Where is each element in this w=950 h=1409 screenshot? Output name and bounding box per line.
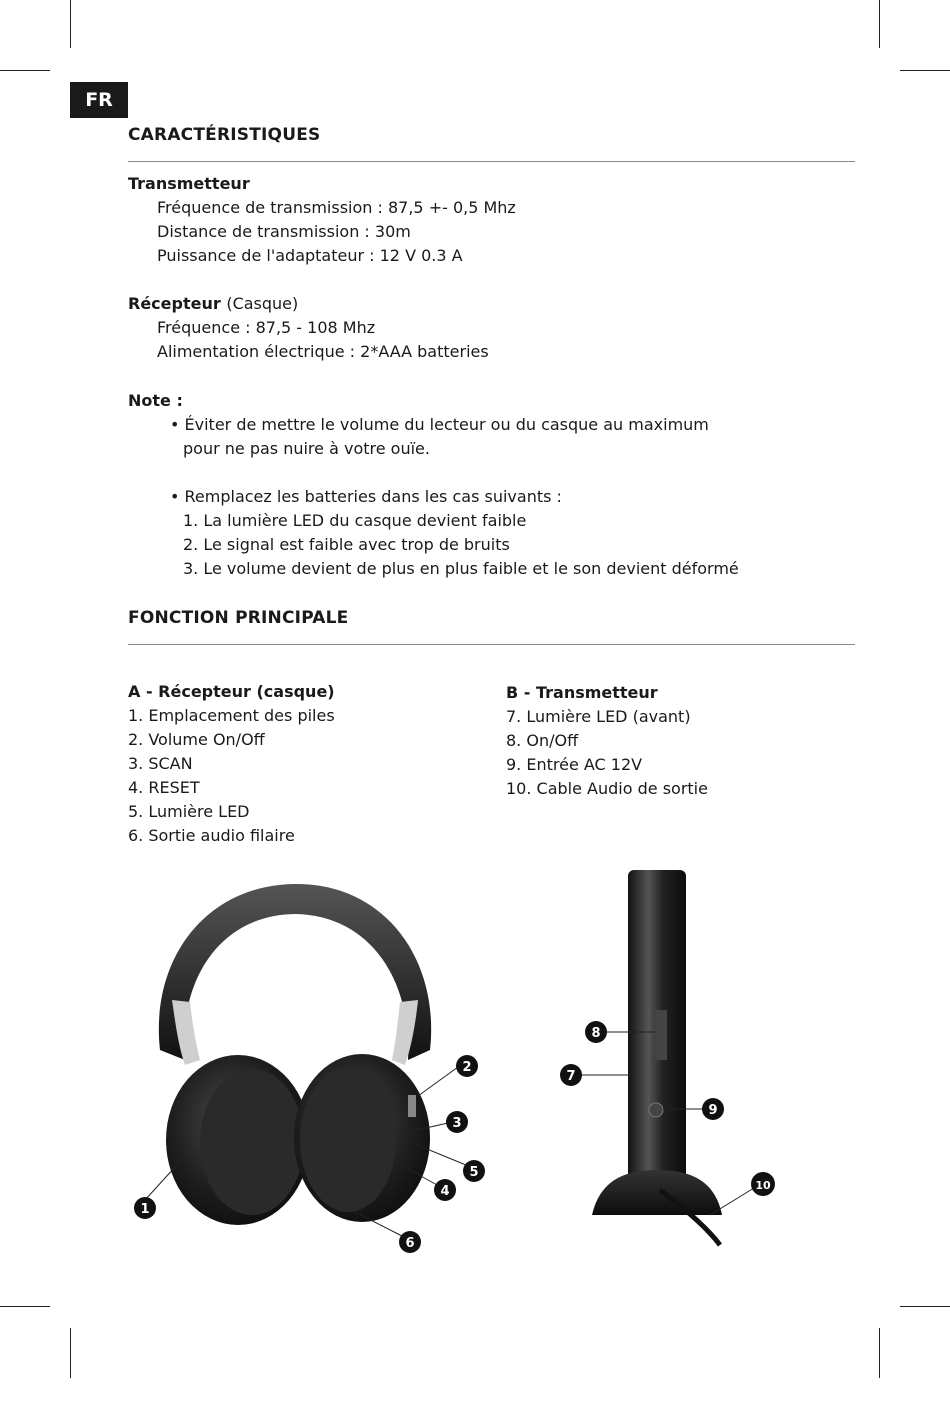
section-title-main-function: FONCTION PRINCIPALE [128, 608, 349, 628]
spec-line: Fréquence : 87,5 - 108 Mhz [157, 318, 376, 337]
spec-line: Alimentation électrique : 2*AAA batteries [157, 342, 489, 361]
transmitter-parts-heading: B - Transmetteur [506, 683, 658, 702]
section-title-features: CARACTÉRISTIQUES [128, 125, 321, 145]
part-item: 7. Lumière LED (avant) [506, 707, 691, 726]
callout-5: 5 [469, 1165, 479, 1180]
part-item: 10. Cable Audio de sortie [506, 779, 708, 798]
note-bullet-continuation: pour ne pas nuire à votre ouïe. [183, 439, 430, 458]
callout-9: 9 [708, 1103, 718, 1118]
spec-line: Distance de transmission : 30m [157, 222, 411, 241]
note-list-item: 3. Le volume devient de plus en plus faible et le son devient déformé [183, 559, 739, 578]
note-heading-label: Note : [128, 391, 183, 410]
callout-3: 3 [452, 1116, 462, 1131]
part-item: 8. On/Off [506, 731, 579, 750]
note-bullet: • Remplacez les batteries dans les cas suivants : [170, 487, 562, 506]
part-item: 3. SCAN [128, 754, 193, 773]
part-item: 4. RESET [128, 778, 200, 797]
callout-10: 10 [755, 1179, 771, 1192]
language-tab: FR [70, 82, 128, 118]
callout-8: 8 [591, 1026, 601, 1041]
callout-7: 7 [566, 1069, 576, 1084]
note-list-item: 1. La lumière LED du casque devient faible [183, 511, 527, 530]
part-item: 9. Entrée AC 12V [506, 755, 643, 774]
note-list-item: 2. Le signal est faible avec trop de bruits [183, 535, 510, 554]
part-item: 5. Lumière LED [128, 802, 250, 821]
headphone-image [159, 884, 431, 1225]
callout-1: 1 [140, 1202, 150, 1217]
callout-6: 6 [405, 1236, 415, 1251]
note-bullet: • Éviter de mettre le volume du lecteur ou du casque au maximum [170, 415, 709, 434]
receiver-heading-label: Récepteur [128, 294, 221, 313]
spec-line: Puissance de l'adaptateur : 12 V 0.3 A [157, 246, 463, 265]
transmitter-image [592, 870, 722, 1245]
callout-2: 2 [462, 1060, 472, 1075]
transmitter-heading: Transmetteur [128, 174, 250, 193]
receiver-heading-extra: (Casque) [226, 294, 299, 313]
part-item: 2. Volume On/Off [128, 730, 265, 749]
callout-4: 4 [440, 1184, 450, 1199]
receiver-parts-heading: A - Récepteur (casque) [128, 682, 335, 701]
spec-line: Fréquence de transmission : 87,5 +- 0,5 Mhz [157, 198, 516, 217]
part-item: 1. Emplacement des piles [128, 706, 335, 725]
part-item: 6. Sortie audio filaire [128, 826, 295, 845]
